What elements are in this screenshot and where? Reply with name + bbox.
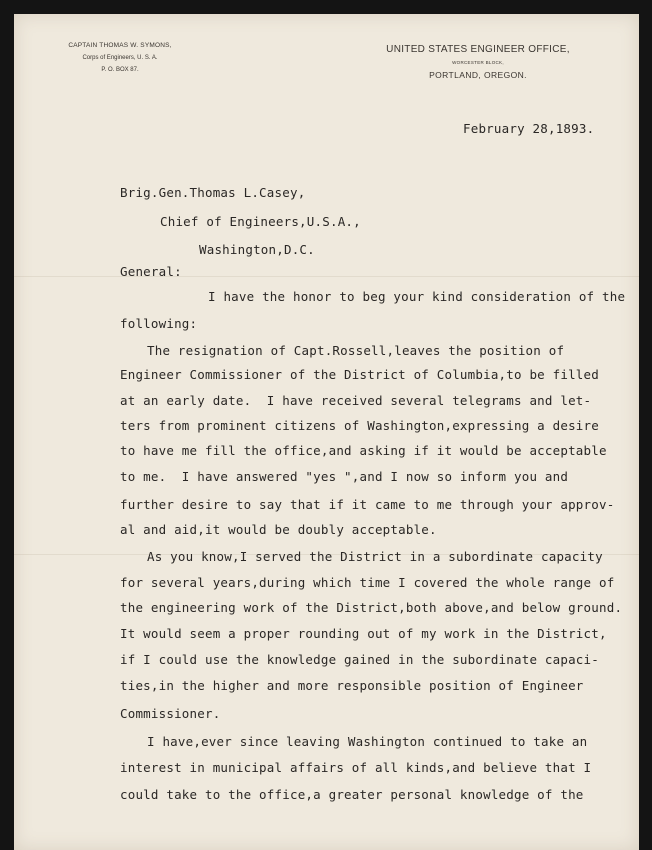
body-line: could take to the office,a greater personal knowledge of the [120, 787, 584, 802]
body-line: at an early date. I have received several telegrams and let- [120, 393, 592, 408]
body-line: interest in municipal affairs of all kinds,and believe that I [120, 760, 592, 775]
sender-po-box: P. O. BOX 87. [101, 67, 139, 73]
body-line: if I could use the knowledge gained in the subordinate capaci- [120, 652, 599, 667]
salutation: General: [120, 264, 182, 279]
office-name: UNITED STATES ENGINEER OFFICE, [386, 44, 570, 55]
body-line: al and aid,it would be doubly acceptable. [120, 522, 437, 537]
body-line: Commissioner. [120, 706, 221, 721]
body-line: to have me fill the office,and asking if it would be acceptable [120, 443, 607, 458]
body-line: I have the honor to beg your kind consideration of the [208, 289, 626, 304]
office-city: PORTLAND, OREGON. [429, 70, 527, 80]
body-line: Engineer Commissioner of the District of Columbia,to be filled [120, 367, 599, 382]
body-line: to me. I have answered "yes ",and I now so inform you and [120, 469, 569, 484]
body-line: I have,ever since leaving Washington continued to take an [147, 734, 588, 749]
addressee-line: Washington,D.C. [199, 242, 315, 257]
fold-crease [14, 276, 639, 277]
addressee-line: Chief of Engineers,U.S.A., [160, 214, 361, 229]
body-line: following: [120, 316, 198, 331]
body-line: The resignation of Capt.Rossell,leaves the position of [147, 343, 565, 358]
addressee-line: Brig.Gen.Thomas L.Casey, [120, 185, 306, 200]
body-line: for several years,during which time I covered the whole range of [120, 575, 615, 590]
office-building: WORCESTER BLOCK, [452, 60, 504, 65]
sender-name: CAPTAIN THOMAS W. SYMONS, [68, 42, 172, 49]
body-line: ties,in the higher and more responsible position of Engineer [120, 678, 584, 693]
letterhead-office [378, 43, 578, 81]
body-line: the engineering work of the District,both above,and below ground. [120, 600, 623, 615]
body-line: As you know,I served the District in a subordinate capacity [147, 549, 603, 564]
body-line: ters from prominent citizens of Washington,expressing a desire [120, 418, 599, 433]
body-line: It would seem a proper rounding out of my work in the District, [120, 626, 607, 641]
body-line: further desire to say that if it came to me through your approv- [120, 497, 615, 512]
letter-date: February 28,1893. [463, 121, 595, 136]
letterhead-sender [40, 39, 200, 76]
sender-corps: Corps of Engineers, U. S. A. [82, 55, 158, 61]
